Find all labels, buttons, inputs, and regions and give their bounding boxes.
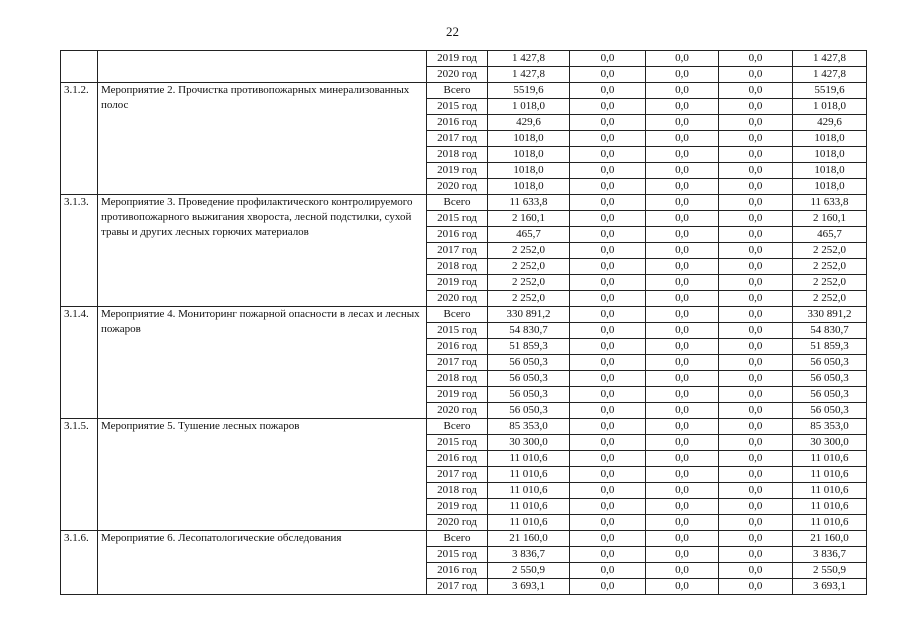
section-code: 3.1.5. <box>61 419 98 531</box>
total-value-cell: 56 050,3 <box>488 371 570 387</box>
sum-value-cell: 56 050,3 <box>793 403 867 419</box>
total-value-cell: 2 550,9 <box>488 563 570 579</box>
value-cell: 0,0 <box>646 243 719 259</box>
total-value-cell: 2 160,1 <box>488 211 570 227</box>
page-number: 22 <box>446 24 459 39</box>
sum-value-cell: 2 252,0 <box>793 291 867 307</box>
value-cell: 0,0 <box>570 323 646 339</box>
value-cell: 0,0 <box>719 323 793 339</box>
section-code: 3.1.3. <box>61 195 98 307</box>
year-cell: 2016 год <box>427 451 488 467</box>
section-code: 3.1.2. <box>61 83 98 195</box>
value-cell: 0,0 <box>646 547 719 563</box>
total-value-cell: 1018,0 <box>488 147 570 163</box>
value-cell: 0,0 <box>719 387 793 403</box>
sum-value-cell: 11 010,6 <box>793 483 867 499</box>
value-cell: 0,0 <box>570 387 646 403</box>
value-cell: 0,0 <box>719 227 793 243</box>
total-value-cell: 56 050,3 <box>488 387 570 403</box>
total-value-cell: 11 633,8 <box>488 195 570 211</box>
year-cell: 2020 год <box>427 67 488 83</box>
value-cell: 0,0 <box>646 387 719 403</box>
sum-value-cell: 2 252,0 <box>793 275 867 291</box>
value-cell: 0,0 <box>719 483 793 499</box>
year-cell: 2015 год <box>427 99 488 115</box>
total-value-cell: 51 859,3 <box>488 339 570 355</box>
total-value-cell: 11 010,6 <box>488 499 570 515</box>
table-row <box>61 531 867 547</box>
value-cell: 0,0 <box>719 531 793 547</box>
total-value-cell: 11 010,6 <box>488 515 570 531</box>
value-cell: 0,0 <box>646 291 719 307</box>
value-cell: 0,0 <box>719 371 793 387</box>
sum-value-cell: 330 891,2 <box>793 307 867 323</box>
section-title: Мероприятие 5. Тушение лесных пожаров <box>98 419 427 531</box>
value-cell: 0,0 <box>570 163 646 179</box>
total-value-cell: 429,6 <box>488 115 570 131</box>
total-value-cell: 30 300,0 <box>488 435 570 451</box>
value-cell: 0,0 <box>719 419 793 435</box>
value-cell: 0,0 <box>719 163 793 179</box>
value-cell: 0,0 <box>646 195 719 211</box>
year-cell: 2019 год <box>427 275 488 291</box>
value-cell: 0,0 <box>646 451 719 467</box>
value-cell: 0,0 <box>646 275 719 291</box>
sum-value-cell: 2 252,0 <box>793 243 867 259</box>
empty-code-cell <box>61 51 98 83</box>
sum-value-cell: 2 160,1 <box>793 211 867 227</box>
value-cell: 0,0 <box>719 211 793 227</box>
sum-value-cell: 11 010,6 <box>793 515 867 531</box>
value-cell: 0,0 <box>646 99 719 115</box>
sum-value-cell: 85 353,0 <box>793 419 867 435</box>
value-cell: 0,0 <box>719 355 793 371</box>
total-value-cell: 11 010,6 <box>488 483 570 499</box>
value-cell: 0,0 <box>570 451 646 467</box>
sum-value-cell: 1 427,8 <box>793 67 867 83</box>
sum-value-cell: 1 427,8 <box>793 51 867 67</box>
value-cell: 0,0 <box>570 435 646 451</box>
value-cell: 0,0 <box>719 115 793 131</box>
year-cell: 2015 год <box>427 211 488 227</box>
value-cell: 0,0 <box>646 83 719 99</box>
year-cell: 2020 год <box>427 515 488 531</box>
value-cell: 0,0 <box>570 211 646 227</box>
value-cell: 0,0 <box>570 403 646 419</box>
sum-value-cell: 56 050,3 <box>793 387 867 403</box>
value-cell: 0,0 <box>570 547 646 563</box>
value-cell: 0,0 <box>719 435 793 451</box>
value-cell: 0,0 <box>646 467 719 483</box>
year-cell: 2017 год <box>427 579 488 595</box>
year-cell: 2020 год <box>427 291 488 307</box>
value-cell: 0,0 <box>646 259 719 275</box>
year-cell: 2020 год <box>427 179 488 195</box>
total-value-cell: 1 427,8 <box>488 67 570 83</box>
sum-value-cell: 11 010,6 <box>793 467 867 483</box>
sum-value-cell: 1018,0 <box>793 163 867 179</box>
value-cell: 0,0 <box>646 147 719 163</box>
value-cell: 0,0 <box>646 531 719 547</box>
value-cell: 0,0 <box>570 243 646 259</box>
year-cell: 2016 год <box>427 563 488 579</box>
value-cell: 0,0 <box>570 275 646 291</box>
table-row <box>61 83 867 99</box>
year-cell: 2016 год <box>427 115 488 131</box>
value-cell: 0,0 <box>570 67 646 83</box>
table-row <box>61 195 867 211</box>
value-cell: 0,0 <box>719 131 793 147</box>
value-cell: 0,0 <box>646 67 719 83</box>
value-cell: 0,0 <box>570 419 646 435</box>
total-value-cell: 5519,6 <box>488 83 570 99</box>
value-cell: 0,0 <box>646 211 719 227</box>
year-cell: 2017 год <box>427 467 488 483</box>
value-cell: 0,0 <box>646 323 719 339</box>
total-value-cell: 3 693,1 <box>488 579 570 595</box>
year-cell: 2019 год <box>427 387 488 403</box>
total-value-cell: 11 010,6 <box>488 451 570 467</box>
value-cell: 0,0 <box>646 179 719 195</box>
value-cell: 0,0 <box>570 259 646 275</box>
section-code: 3.1.6. <box>61 531 98 595</box>
value-cell: 0,0 <box>646 131 719 147</box>
value-cell: 0,0 <box>646 499 719 515</box>
value-cell: 0,0 <box>719 259 793 275</box>
sum-value-cell: 11 010,6 <box>793 499 867 515</box>
value-cell: 0,0 <box>570 307 646 323</box>
sum-value-cell: 3 693,1 <box>793 579 867 595</box>
value-cell: 0,0 <box>719 83 793 99</box>
sum-value-cell: 56 050,3 <box>793 371 867 387</box>
year-cell: 2018 год <box>427 147 488 163</box>
value-cell: 0,0 <box>719 291 793 307</box>
value-cell: 0,0 <box>719 339 793 355</box>
value-cell: 0,0 <box>646 403 719 419</box>
year-cell: 2018 год <box>427 483 488 499</box>
value-cell: 0,0 <box>570 355 646 371</box>
section-title: Мероприятие 6. Лесопатологические обследования <box>98 531 427 595</box>
year-cell: 2015 год <box>427 435 488 451</box>
year-cell: 2016 год <box>427 339 488 355</box>
value-cell: 0,0 <box>646 163 719 179</box>
value-cell: 0,0 <box>570 179 646 195</box>
total-value-cell: 2 252,0 <box>488 243 570 259</box>
value-cell: 0,0 <box>719 467 793 483</box>
value-cell: 0,0 <box>570 531 646 547</box>
value-cell: 0,0 <box>719 67 793 83</box>
value-cell: 0,0 <box>646 563 719 579</box>
table-row <box>61 51 867 67</box>
year-cell: Всего <box>427 531 488 547</box>
sum-value-cell: 54 830,7 <box>793 323 867 339</box>
sum-value-cell: 11 010,6 <box>793 451 867 467</box>
value-cell: 0,0 <box>719 147 793 163</box>
value-cell: 0,0 <box>719 547 793 563</box>
year-cell: 2020 год <box>427 403 488 419</box>
year-cell: 2015 год <box>427 323 488 339</box>
year-cell: 2019 год <box>427 51 488 67</box>
year-cell: Всего <box>427 307 488 323</box>
value-cell: 0,0 <box>570 99 646 115</box>
value-cell: 0,0 <box>646 51 719 67</box>
sum-value-cell: 2 550,9 <box>793 563 867 579</box>
total-value-cell: 21 160,0 <box>488 531 570 547</box>
total-value-cell: 1 427,8 <box>488 51 570 67</box>
section-title: Мероприятие 3. Проведение профилактического контролируемого противопожарного выжигания хвороста, лесной подстилки, сухой травы и других лесных горючих материалов <box>98 195 427 307</box>
total-value-cell: 56 050,3 <box>488 403 570 419</box>
empty-title-cell <box>98 51 427 83</box>
total-value-cell: 54 830,7 <box>488 323 570 339</box>
sum-value-cell: 21 160,0 <box>793 531 867 547</box>
value-cell: 0,0 <box>570 51 646 67</box>
table-row <box>61 419 867 435</box>
sum-value-cell: 56 050,3 <box>793 355 867 371</box>
total-value-cell: 56 050,3 <box>488 355 570 371</box>
sum-value-cell: 465,7 <box>793 227 867 243</box>
year-cell: 2017 год <box>427 243 488 259</box>
value-cell: 0,0 <box>646 371 719 387</box>
year-cell: 2015 год <box>427 547 488 563</box>
value-cell: 0,0 <box>719 275 793 291</box>
value-cell: 0,0 <box>570 147 646 163</box>
value-cell: 0,0 <box>570 499 646 515</box>
value-cell: 0,0 <box>646 483 719 499</box>
sum-value-cell: 2 252,0 <box>793 259 867 275</box>
value-cell: 0,0 <box>719 195 793 211</box>
value-cell: 0,0 <box>570 563 646 579</box>
value-cell: 0,0 <box>719 403 793 419</box>
value-cell: 0,0 <box>570 483 646 499</box>
value-cell: 0,0 <box>570 195 646 211</box>
value-cell: 0,0 <box>719 99 793 115</box>
value-cell: 0,0 <box>570 83 646 99</box>
year-cell: 2017 год <box>427 131 488 147</box>
year-cell: Всего <box>427 419 488 435</box>
value-cell: 0,0 <box>719 51 793 67</box>
value-cell: 0,0 <box>570 339 646 355</box>
sum-value-cell: 1018,0 <box>793 131 867 147</box>
sum-value-cell: 429,6 <box>793 115 867 131</box>
sum-value-cell: 1 018,0 <box>793 99 867 115</box>
value-cell: 0,0 <box>646 355 719 371</box>
table-row <box>61 307 867 323</box>
value-cell: 0,0 <box>570 515 646 531</box>
sum-value-cell: 1018,0 <box>793 179 867 195</box>
value-cell: 0,0 <box>646 307 719 323</box>
value-cell: 0,0 <box>570 579 646 595</box>
year-cell: 2018 год <box>427 259 488 275</box>
budget-table <box>60 50 867 595</box>
year-cell: 2019 год <box>427 163 488 179</box>
value-cell: 0,0 <box>719 243 793 259</box>
value-cell: 0,0 <box>646 419 719 435</box>
value-cell: 0,0 <box>570 131 646 147</box>
total-value-cell: 1018,0 <box>488 131 570 147</box>
value-cell: 0,0 <box>646 435 719 451</box>
year-cell: Всего <box>427 195 488 211</box>
year-cell: 2019 год <box>427 499 488 515</box>
year-cell: 2016 год <box>427 227 488 243</box>
sum-value-cell: 30 300,0 <box>793 435 867 451</box>
value-cell: 0,0 <box>719 515 793 531</box>
total-value-cell: 85 353,0 <box>488 419 570 435</box>
section-code: 3.1.4. <box>61 307 98 419</box>
sum-value-cell: 11 633,8 <box>793 195 867 211</box>
total-value-cell: 2 252,0 <box>488 275 570 291</box>
year-cell: 2017 год <box>427 355 488 371</box>
value-cell: 0,0 <box>646 115 719 131</box>
sum-value-cell: 1018,0 <box>793 147 867 163</box>
value-cell: 0,0 <box>646 515 719 531</box>
sum-value-cell: 5519,6 <box>793 83 867 99</box>
value-cell: 0,0 <box>719 579 793 595</box>
total-value-cell: 1018,0 <box>488 179 570 195</box>
section-title: Мероприятие 4. Мониторинг пожарной опасности в лесах и лесных пожаров <box>98 307 427 419</box>
value-cell: 0,0 <box>570 467 646 483</box>
value-cell: 0,0 <box>719 499 793 515</box>
section-title: Мероприятие 2. Прочистка противопожарных минерализованных полос <box>98 83 427 195</box>
total-value-cell: 465,7 <box>488 227 570 243</box>
value-cell: 0,0 <box>570 371 646 387</box>
sum-value-cell: 3 836,7 <box>793 547 867 563</box>
value-cell: 0,0 <box>719 307 793 323</box>
total-value-cell: 3 836,7 <box>488 547 570 563</box>
total-value-cell: 1 018,0 <box>488 99 570 115</box>
value-cell: 0,0 <box>719 563 793 579</box>
value-cell: 0,0 <box>646 339 719 355</box>
value-cell: 0,0 <box>570 227 646 243</box>
value-cell: 0,0 <box>646 579 719 595</box>
value-cell: 0,0 <box>570 115 646 131</box>
value-cell: 0,0 <box>646 227 719 243</box>
value-cell: 0,0 <box>719 179 793 195</box>
value-cell: 0,0 <box>570 291 646 307</box>
value-cell: 0,0 <box>719 451 793 467</box>
total-value-cell: 2 252,0 <box>488 259 570 275</box>
total-value-cell: 2 252,0 <box>488 291 570 307</box>
total-value-cell: 330 891,2 <box>488 307 570 323</box>
year-cell: 2018 год <box>427 371 488 387</box>
year-cell: Всего <box>427 83 488 99</box>
sum-value-cell: 51 859,3 <box>793 339 867 355</box>
total-value-cell: 1018,0 <box>488 163 570 179</box>
total-value-cell: 11 010,6 <box>488 467 570 483</box>
